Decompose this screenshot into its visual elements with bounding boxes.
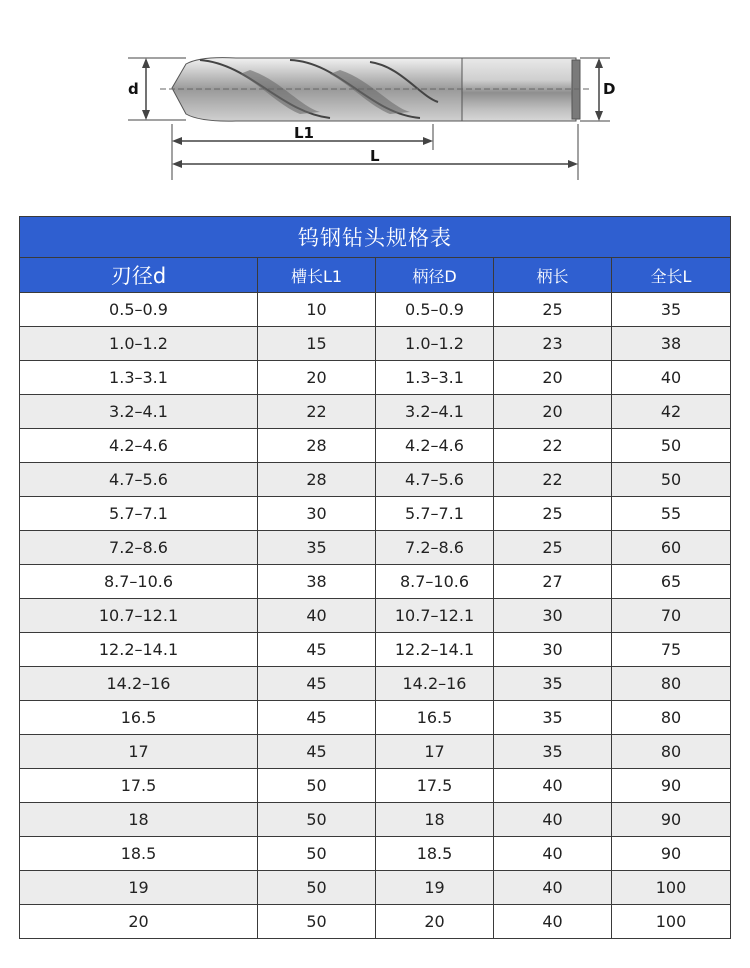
header-overall-length: 全长L (612, 258, 731, 293)
cell-overall-length: 100 (612, 871, 731, 905)
cell-flute-length: 38 (258, 565, 376, 599)
table-row (20, 837, 731, 871)
cell-shank-diameter: 16.5 (376, 701, 494, 735)
cell-shank-length: 22 (494, 429, 612, 463)
cell-overall-length: 38 (612, 327, 731, 361)
table-row (20, 701, 731, 735)
cell-blade-diameter: 3.2–4.1 (20, 395, 258, 429)
cell-overall-length: 65 (612, 565, 731, 599)
table-row (20, 395, 731, 429)
table-row (20, 871, 731, 905)
dimension-L (172, 124, 578, 180)
cell-blade-diameter: 18.5 (20, 837, 258, 871)
table-row (20, 531, 731, 565)
cell-shank-diameter: 7.2–8.6 (376, 531, 494, 565)
table-row (20, 429, 731, 463)
cell-blade-diameter: 4.2–4.6 (20, 429, 258, 463)
cell-shank-diameter: 18 (376, 803, 494, 837)
header-blade-diameter: 刃径d (20, 258, 258, 293)
table-row (20, 769, 731, 803)
cell-shank-length: 25 (494, 497, 612, 531)
cell-shank-diameter: 18.5 (376, 837, 494, 871)
cell-overall-length: 55 (612, 497, 731, 531)
cell-shank-diameter: 8.7–10.6 (376, 565, 494, 599)
cell-shank-diameter: 12.2–14.1 (376, 633, 494, 667)
table-row (20, 905, 731, 939)
table-title-row (20, 217, 731, 258)
cell-shank-length: 35 (494, 735, 612, 769)
table-header-row (20, 258, 731, 293)
table-row (20, 565, 731, 599)
cell-flute-length: 20 (258, 361, 376, 395)
cell-shank-length: 40 (494, 905, 612, 939)
cell-shank-diameter: 1.0–1.2 (376, 327, 494, 361)
cell-overall-length: 90 (612, 837, 731, 871)
cell-shank-diameter: 3.2–4.1 (376, 395, 494, 429)
cell-shank-length: 40 (494, 769, 612, 803)
cell-blade-diameter: 20 (20, 905, 258, 939)
spec-table (19, 216, 731, 939)
table-row (20, 293, 731, 327)
cell-blade-diameter: 17 (20, 735, 258, 769)
cell-shank-diameter: 4.2–4.6 (376, 429, 494, 463)
table-row (20, 327, 731, 361)
cell-overall-length: 80 (612, 735, 731, 769)
cell-overall-length: 35 (612, 293, 731, 327)
label-L1: L1 (294, 124, 314, 142)
cell-blade-diameter: 0.5–0.9 (20, 293, 258, 327)
cell-overall-length: 75 (612, 633, 731, 667)
cell-flute-length: 45 (258, 667, 376, 701)
cell-overall-length: 80 (612, 667, 731, 701)
cell-shank-length: 22 (494, 463, 612, 497)
drill-bit-diagram (0, 0, 750, 200)
cell-overall-length: 40 (612, 361, 731, 395)
cell-blade-diameter: 1.3–3.1 (20, 361, 258, 395)
cell-flute-length: 28 (258, 429, 376, 463)
cell-flute-length: 45 (258, 633, 376, 667)
table-row (20, 667, 731, 701)
cell-shank-diameter: 14.2–16 (376, 667, 494, 701)
table-row (20, 497, 731, 531)
cell-overall-length: 50 (612, 429, 731, 463)
label-L: L (370, 147, 380, 165)
drill-bit-shape (160, 58, 590, 122)
cell-blade-diameter: 4.7–5.6 (20, 463, 258, 497)
cell-blade-diameter: 16.5 (20, 701, 258, 735)
cell-shank-length: 27 (494, 565, 612, 599)
cell-shank-diameter: 5.7–7.1 (376, 497, 494, 531)
table-title: 钨钢钻头规格表 (20, 217, 731, 258)
cell-blade-diameter: 7.2–8.6 (20, 531, 258, 565)
table-row (20, 803, 731, 837)
cell-shank-diameter: 19 (376, 871, 494, 905)
cell-shank-length: 25 (494, 293, 612, 327)
header-flute-length: 槽长L1 (258, 258, 376, 293)
cell-blade-diameter: 17.5 (20, 769, 258, 803)
table-body (20, 293, 731, 939)
cell-flute-length: 50 (258, 803, 376, 837)
cell-shank-length: 30 (494, 599, 612, 633)
cell-blade-diameter: 1.0–1.2 (20, 327, 258, 361)
cell-overall-length: 90 (612, 803, 731, 837)
cell-overall-length: 90 (612, 769, 731, 803)
cell-overall-length: 100 (612, 905, 731, 939)
cell-flute-length: 50 (258, 871, 376, 905)
table-row (20, 361, 731, 395)
cell-flute-length: 30 (258, 497, 376, 531)
cell-shank-length: 40 (494, 837, 612, 871)
table-row (20, 735, 731, 769)
cell-flute-length: 40 (258, 599, 376, 633)
cell-flute-length: 15 (258, 327, 376, 361)
cell-blade-diameter: 12.2–14.1 (20, 633, 258, 667)
table-row (20, 463, 731, 497)
cell-flute-length: 45 (258, 701, 376, 735)
cell-flute-length: 10 (258, 293, 376, 327)
cell-flute-length: 50 (258, 769, 376, 803)
cell-overall-length: 42 (612, 395, 731, 429)
label-d: d (128, 80, 139, 98)
cell-flute-length: 22 (258, 395, 376, 429)
cell-flute-length: 28 (258, 463, 376, 497)
cell-shank-diameter: 17.5 (376, 769, 494, 803)
cell-shank-diameter: 1.3–3.1 (376, 361, 494, 395)
cell-overall-length: 70 (612, 599, 731, 633)
cell-blade-diameter: 8.7–10.6 (20, 565, 258, 599)
cell-shank-diameter: 20 (376, 905, 494, 939)
cell-flute-length: 50 (258, 905, 376, 939)
cell-blade-diameter: 10.7–12.1 (20, 599, 258, 633)
cell-flute-length: 35 (258, 531, 376, 565)
cell-blade-diameter: 14.2–16 (20, 667, 258, 701)
cell-shank-diameter: 0.5–0.9 (376, 293, 494, 327)
cell-overall-length: 50 (612, 463, 731, 497)
cell-shank-length: 40 (494, 871, 612, 905)
header-shank-diameter: 柄径D (376, 258, 494, 293)
table-row (20, 599, 731, 633)
cell-shank-length: 23 (494, 327, 612, 361)
cell-flute-length: 50 (258, 837, 376, 871)
cell-blade-diameter: 19 (20, 871, 258, 905)
cell-shank-length: 25 (494, 531, 612, 565)
cell-shank-length: 20 (494, 361, 612, 395)
cell-overall-length: 60 (612, 531, 731, 565)
table-row (20, 633, 731, 667)
cell-overall-length: 80 (612, 701, 731, 735)
cell-blade-diameter: 5.7–7.1 (20, 497, 258, 531)
cell-shank-length: 20 (494, 395, 612, 429)
cell-blade-diameter: 18 (20, 803, 258, 837)
dimension-L1 (172, 124, 433, 150)
cell-shank-diameter: 4.7–5.6 (376, 463, 494, 497)
cell-shank-length: 30 (494, 633, 612, 667)
cell-shank-diameter: 17 (376, 735, 494, 769)
cell-shank-length: 40 (494, 803, 612, 837)
label-D: D (603, 80, 616, 98)
cell-shank-length: 35 (494, 667, 612, 701)
cell-shank-diameter: 10.7–12.1 (376, 599, 494, 633)
cell-flute-length: 45 (258, 735, 376, 769)
cell-shank-length: 35 (494, 701, 612, 735)
header-shank-length: 柄长 (494, 258, 612, 293)
